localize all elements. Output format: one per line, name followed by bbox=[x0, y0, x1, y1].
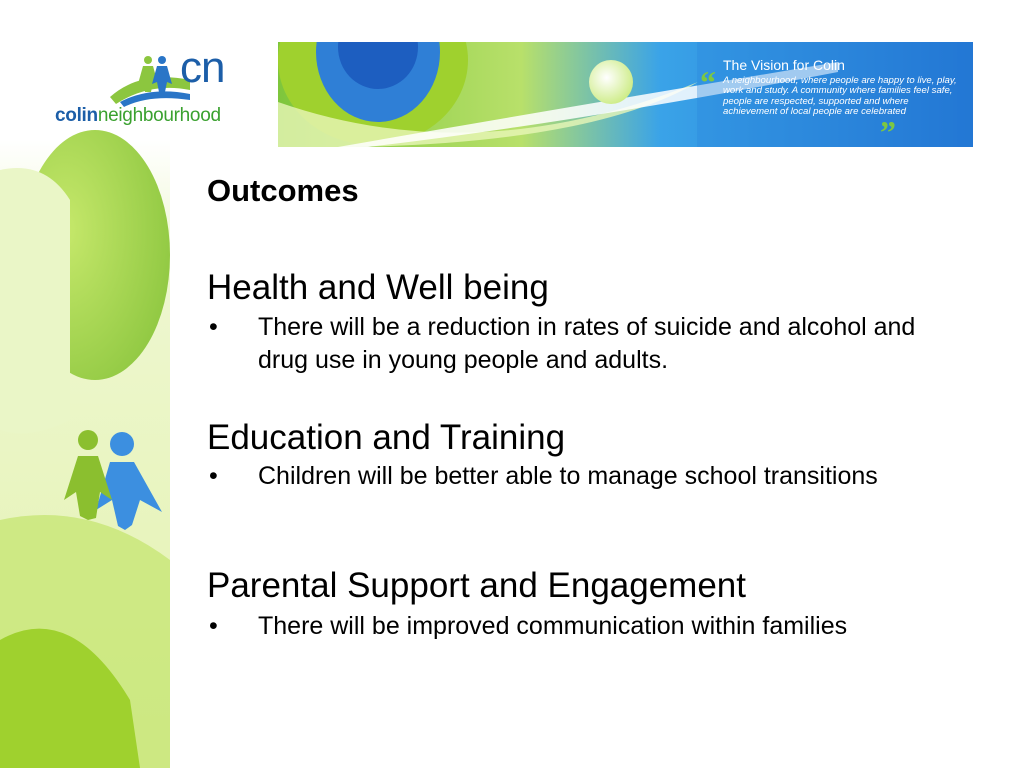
bullet-education: Children will be better able to manage school transitions bbox=[258, 462, 878, 490]
logo-wordmark-neighbourhood: neighbourhood bbox=[97, 105, 221, 126]
bullet-marker: • bbox=[209, 313, 218, 341]
section-heading-parental: Parental Support and Engagement bbox=[207, 566, 746, 605]
logo bbox=[55, 43, 255, 132]
bullet-marker: • bbox=[209, 462, 218, 490]
section-heading-health: Health and Well being bbox=[207, 268, 549, 307]
logo-wordmark bbox=[55, 106, 221, 125]
section-heading-education: Education and Training bbox=[207, 418, 566, 457]
banner-title: The Vision for Colin bbox=[723, 57, 845, 73]
logo-mark: cn bbox=[180, 43, 225, 92]
close-quote-icon: ” bbox=[880, 114, 896, 150]
bullet-marker: • bbox=[209, 612, 218, 640]
banner-quote: A neighbourhood, where people are happy to live, play, work and study. A community where families feel safe, people are respected, supported and where achievement of local people are celebrated bbox=[723, 75, 957, 118]
bullet-health: There will be a reduction in rates of suicide and alcohol and drug use in young people and adults. bbox=[258, 313, 916, 374]
bullet-parental: There will be improved communication within families bbox=[258, 612, 848, 640]
logo-figures-icon bbox=[110, 52, 190, 107]
slide-title: Outcomes bbox=[207, 173, 359, 208]
open-quote-icon: “ bbox=[700, 64, 716, 100]
logo-wordmark-colin: colin bbox=[55, 105, 98, 126]
